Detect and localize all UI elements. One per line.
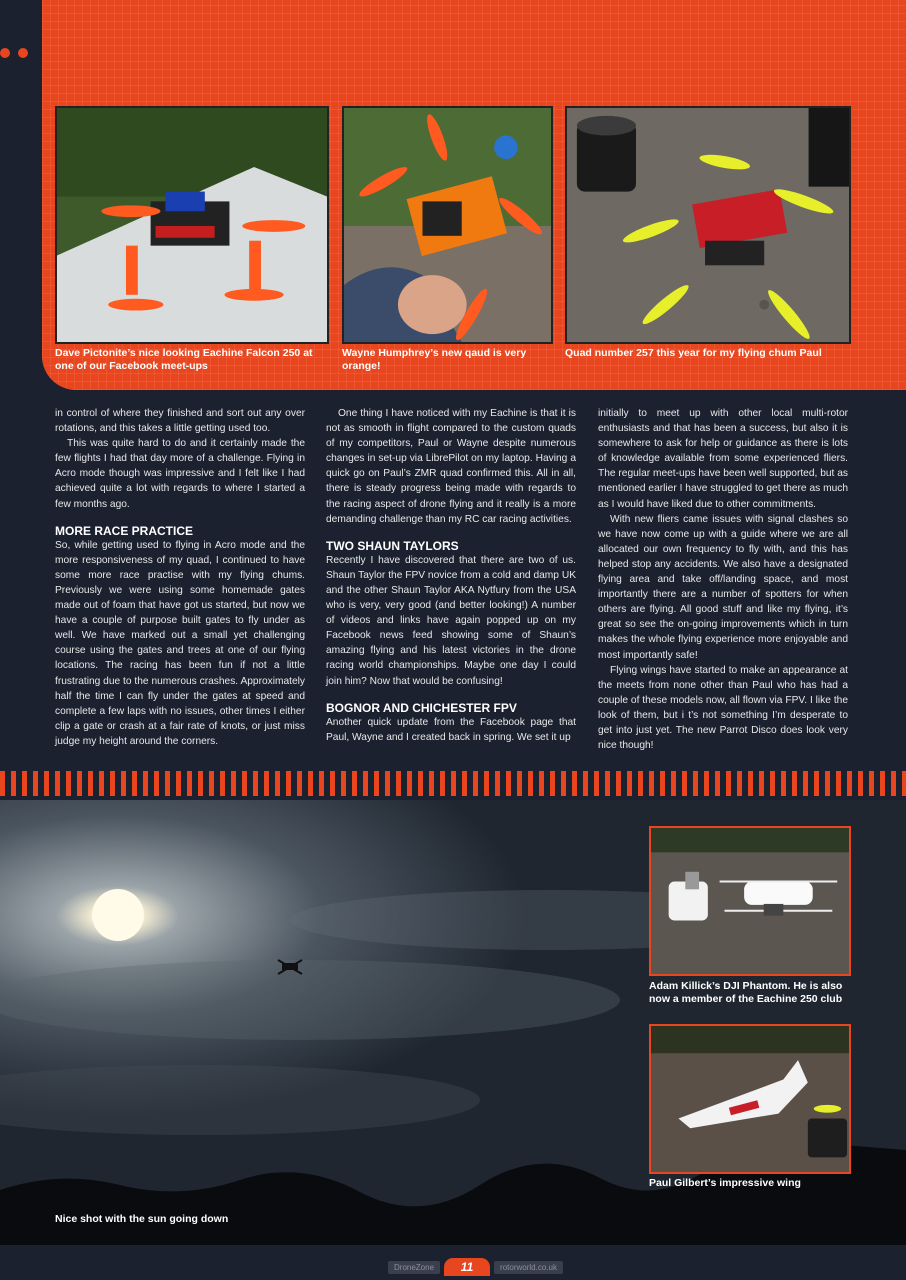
paragraph: initially to meet up with other local multi-rotor enthusiasts and that has been a success, but also it is somewhere to ask for help or guidance as there is lots of knowledge available from some experienced fliers. The regular meet-ups have been well supported, but as mentioned earlier I have struggled to get there as much as I would have liked due to other commitments.	[598, 408, 848, 510]
paragraph: One thing I have noticed with my Eachine is that it is not as smooth in flight compared to the custom quads of my competitors, Paul or Wayne despite numerous changes in set-up via LibrePilot on my laptop. Having a quick go on Paul’s ZMR quad confirmed this. All in all, there is steady progress being made with regards to the racing aspect of drone flying and it really is a more demanding challenge than my RC car racing activities.	[326, 408, 576, 525]
page-number: 11	[444, 1258, 490, 1276]
text-column-3	[598, 406, 848, 753]
photo-dji-phantom	[649, 826, 851, 976]
dashed-divider	[0, 771, 906, 796]
dot-icon	[18, 48, 28, 58]
footer-magazine-name: DroneZone	[388, 1261, 440, 1274]
page-footer	[388, 1258, 563, 1276]
paragraph: With new fliers came issues with signal clashes so we have now come up with a guide where we are all allocated our own frequency to fly with, and this has helped stop any accidents. We also have a designated flying area and take off/landing space, and most importantly there are a number of spotters for when others are flying. All good stuff and like my flying, it’s great so see the on-going improvements which in turn makes the whole flying experience more enjoyable and most importantly safe!	[598, 513, 848, 661]
caption-phantom: Adam Killick’s DJI Phantom. He is also now a member of the Eachine 250 club	[649, 980, 843, 1005]
text-column-1	[55, 406, 305, 749]
paragraph: So, while getting used to flying in Acro mode and the more responsiveness of my quad, I continued to have some more race practise with my flying chums. Previously we were using some homemade gates made out of foam that have got us started, but now we have a couple of purpose built gates to fly under as well. We have marked out a small yet challenging course using the gates and trees at one of our flying locations. The racing has been fun if not a little frustrating due to the numerous crashes. Approximately half the time I can fly under the gates at speed and complete a few laps with no issues, other times I either clip a gate or crash at a fair rate of knots, or just miss judge my height around the corners.	[55, 539, 305, 747]
decorative-dots	[0, 48, 28, 58]
caption-sky-photo: Nice shot with the sun going down	[55, 1213, 229, 1225]
dot-icon	[0, 48, 10, 58]
photo-flying-wing	[649, 1024, 851, 1174]
paragraph: Recently I have discovered that there are two of us. Shaun Taylor the FPV novice from a cold and damp UK and the other Shaun Taylor AKA Nytfury from the USA who is very, very good (and better looking!) A number of videos and links have again popped up on my Facebook news feed showing some of Shaun’s amazing flying and his latest victories in the drone racing world championships. Maybe one day I could join him? Now that would be confusing!	[326, 554, 576, 687]
photo-orange-quad	[342, 106, 553, 344]
paragraph: Flying wings have started to make an appearance at the meets from none other than Paul who has had a couple of these models now, all flown via FPV. I like the look of them, but i t’s not something I’m desperate to get into just yet. The new Parrot Disco does look very nice though!	[598, 664, 848, 752]
text-column-2	[326, 406, 576, 745]
section-heading: MORE RACE PRACTICE	[55, 523, 194, 538]
caption-photo-3: Quad number 257 this year for my flying chum Paul	[565, 347, 822, 359]
footer-website: rotorworld.co.uk	[494, 1261, 563, 1274]
photo-red-quad	[55, 106, 329, 344]
caption-wing: Paul Gilbert’s impressive wing	[649, 1177, 801, 1189]
paragraph: in control of where they finished and sort out any over rotations, and this takes a little getting used too.	[55, 408, 305, 435]
photo-yellow-prop-quad	[565, 106, 851, 344]
caption-photo-1: Dave Pictonite’s nice looking Eachine Falcon 250 at one of our Facebook meet-ups	[55, 347, 313, 372]
section-heading: BOGNOR AND CHICHESTER FPV	[326, 700, 517, 715]
section-heading: TWO SHAUN TAYLORS	[326, 538, 459, 553]
paragraph: This was quite hard to do and it certainly made the few flights I had that day more of a challenge. Flying in Acro mode though was impressive and I felt like I had achieved quite a lot with regards to where I started a few months ago.	[55, 438, 305, 510]
paragraph: Another quick update from the Facebook page that Paul, Wayne and I created back in spring. We set it up	[326, 716, 576, 743]
caption-photo-2: Wayne Humphrey’s new qaud is very orange!	[342, 347, 527, 372]
